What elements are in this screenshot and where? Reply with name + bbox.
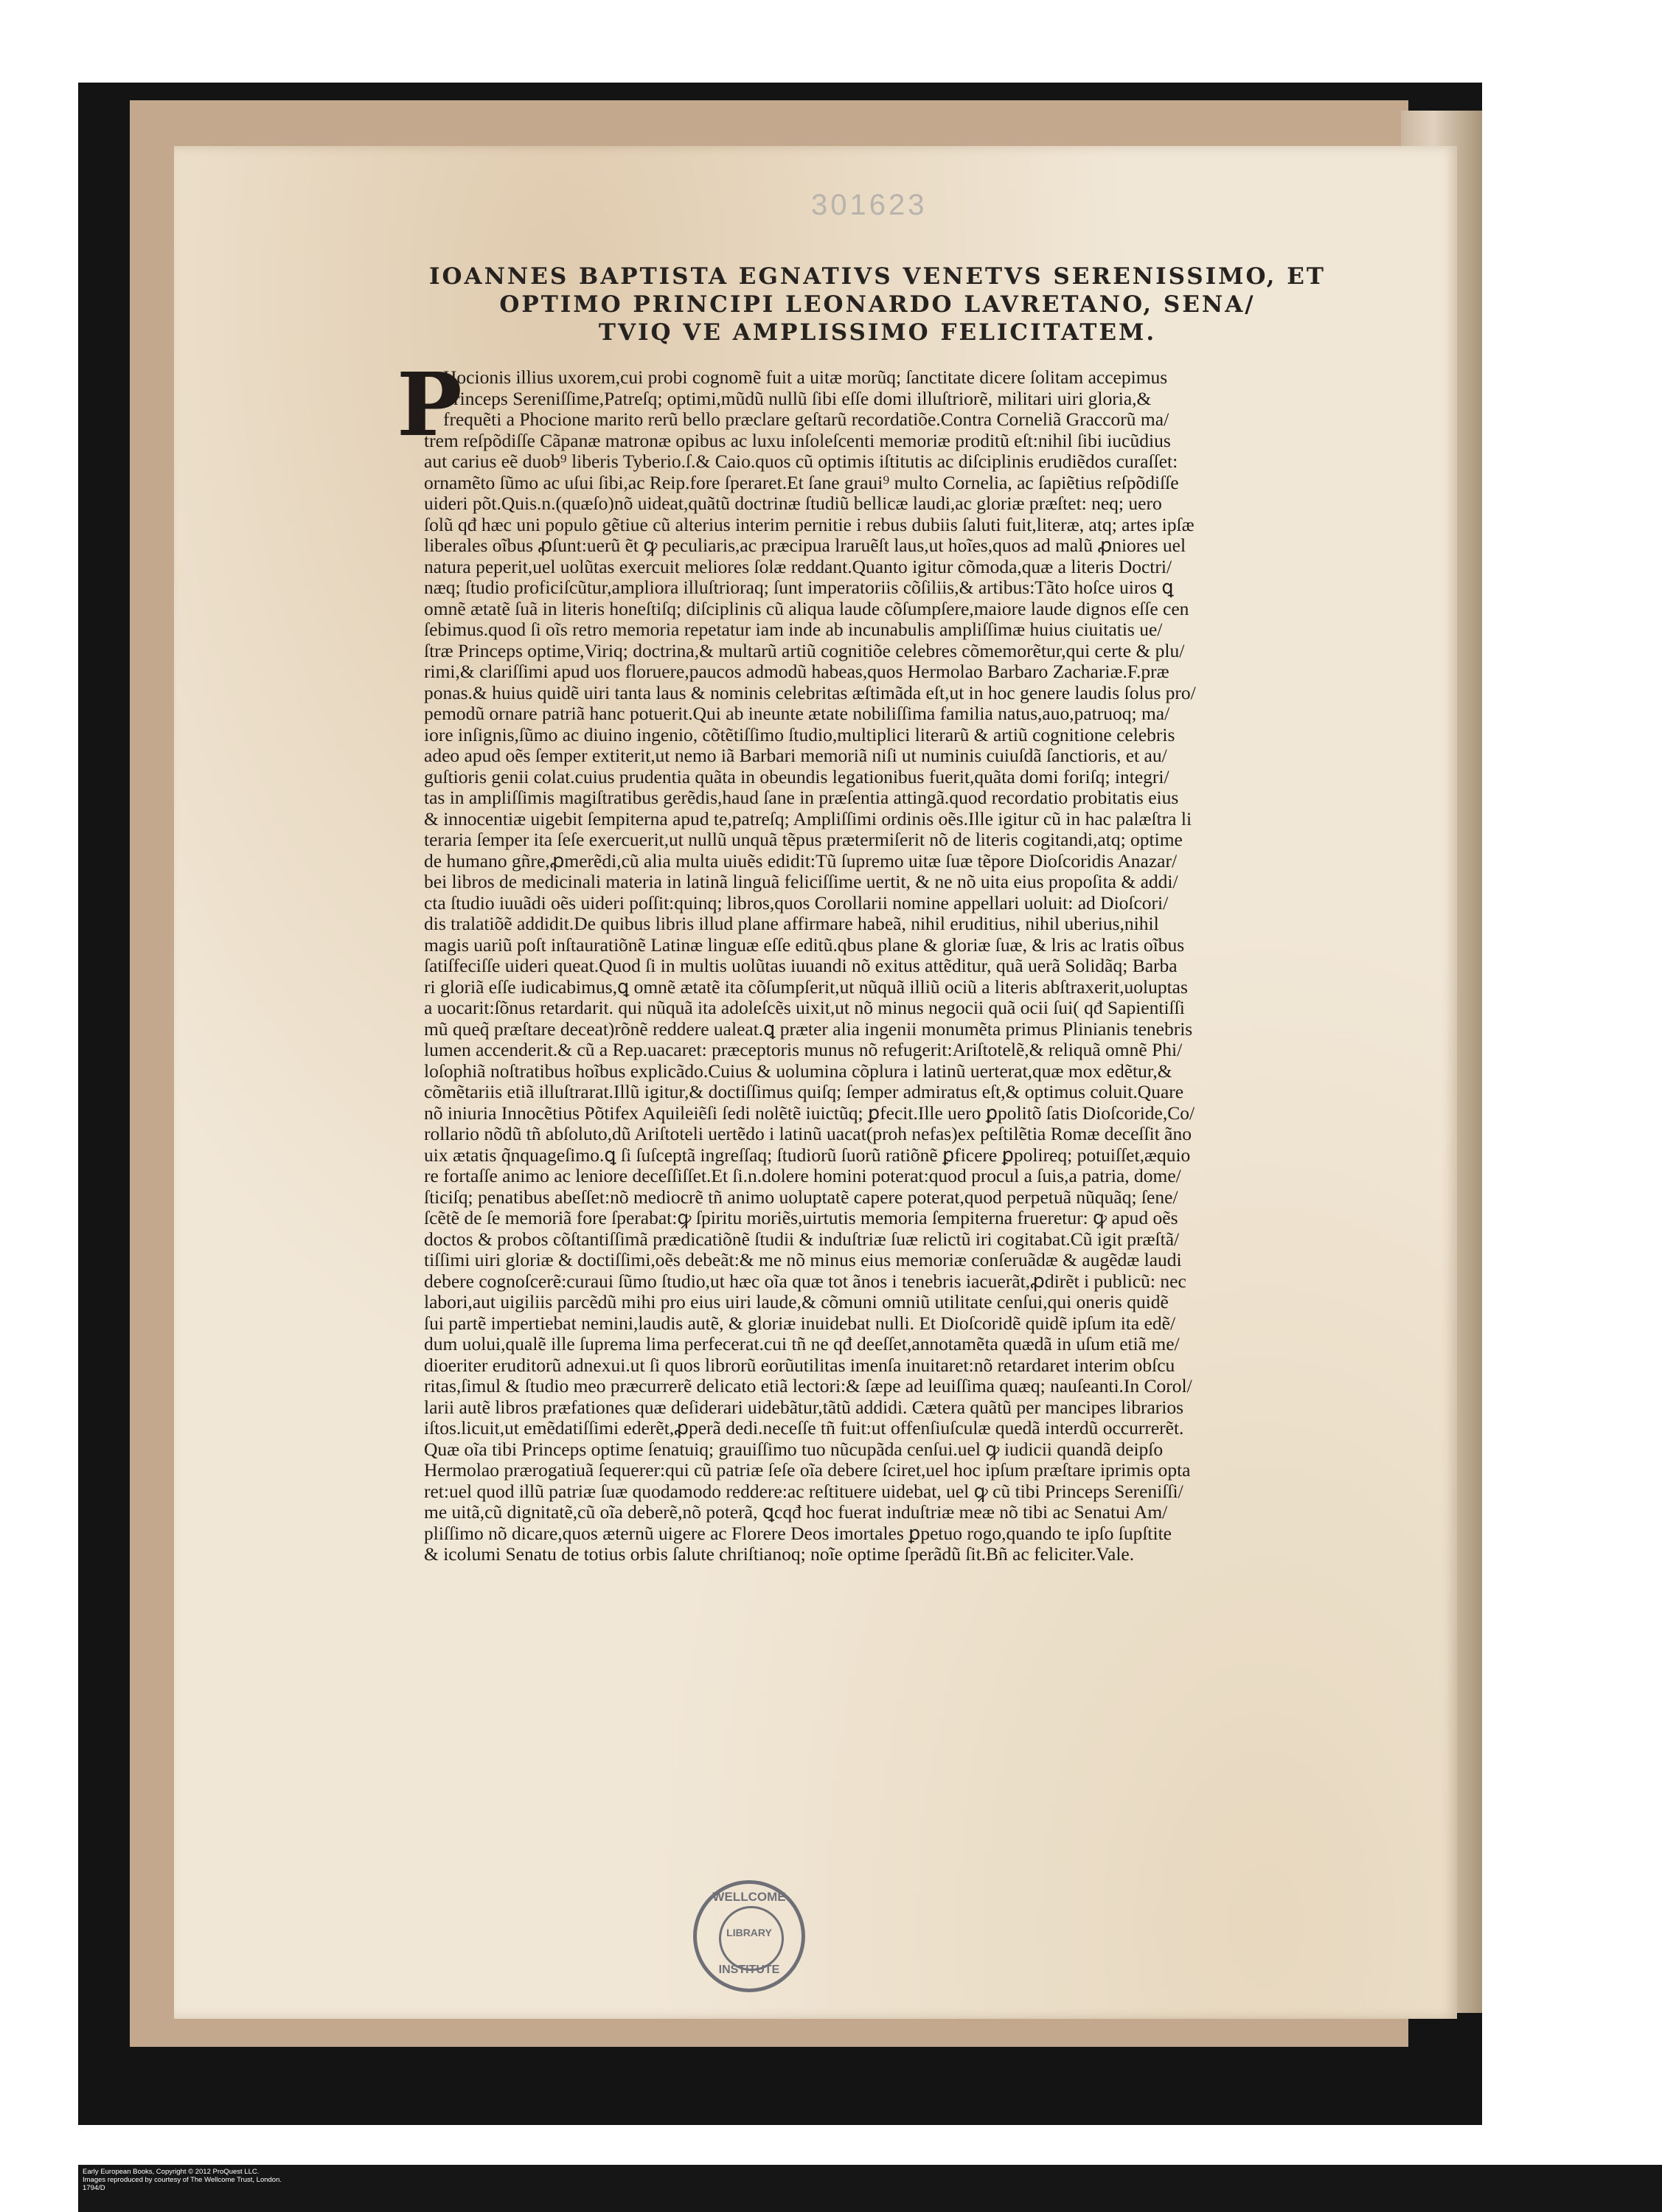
text-line: iore inſignis,ſũmo ac diuino ingenio, cõtẽtiſſimo ſtudio,multiplici literarũ & artiũ cognitione celebris (424, 724, 1175, 745)
text-line: dum uolui,qualẽ ille ſuprema lima perfecerat.cui tñ ne qđ deeſſet,annotamẽta quædã in uſum etiã me/ (424, 1334, 1180, 1354)
text-line: re fortaſſe animo ac leniore deceſſiſſet.Et ſi.n.dolere homini poterat:quod procul a ſuis,a patria, dome/ (424, 1166, 1181, 1186)
text-line: pemodũ ornare patriã hanc potuerit.Qui ab ineunte ætate nobiliſſima familia natus,auo,patruoq; ma/ (424, 703, 1170, 724)
text-line: natura peperit,uel uolũtas exercuit meliores ſolæ reddant.Quanto igitur cõmoda,quæ a literis Doctri/ (424, 556, 1172, 577)
text-line: rimi,& clariſſimi apud uos floruere,paucos admodũ habeas,quos Hermolao Barbaro Zachariæ.F.præ (424, 661, 1169, 682)
text-line: tiſſimi uiri gloriæ & doctiſſimi,oẽs debeãt:& me nõ minus eius memoriæ conſeruãdæ & augẽdæ laudi (424, 1250, 1182, 1270)
text-line: & innocentiæ uigebit ſempiterna apud te,patreſq; Ampliſſimi ordinis oẽs.Ille igitur cũ in hac palæſtra li (424, 808, 1192, 830)
text-line: rollario nõdũ tñ abſoluto,dũ Ariſtoteli uertẽdo i latinũ uacat(proh nefas)ex peſtilẽtia Romæ deceſſit ãno (424, 1124, 1192, 1144)
text-line: ſticiſq; penatibus abeſſet:nõ mediocrẽ tñ animo uoluptatẽ capere poterat,quod perpetuã nũquãq; ſene/ (424, 1186, 1178, 1208)
text-line: magis uariũ poſt inſtauratiõnẽ Latinæ linguæ eſſe editũ.qbus plane & gloriæ ſuæ, & lris ac lratis oĩbus (424, 934, 1185, 956)
text-line: ritas,ſimul & ſtudio meo præcurrerẽ delicato etiã lectori:& ſæpe ad leuiſſima quæq; nauſeanti.In Corol/ (424, 1376, 1192, 1397)
text-line: & icolumi Senatu de totius orbis ſalute chriſtianoq; noĩe optime ſperãdũ ſit.Bñ ac feliciter.Vale. (424, 1544, 1135, 1565)
text-line: aut carius eẽ duob⁹ liberis Tyberio.ſ.& Caio.quos cũ optimis iſtitutis ac diſciplinis erudiẽdos curaſſet: (424, 451, 1178, 472)
footer-line-2: Images reproduced by courtesy of The Wellcome Trust, London. (83, 2176, 282, 2184)
text-line: frequẽti a Phocione marito rerũ bello præclare geſtarũ recordatiõe.Contra Corneliã Graccorũ ma/ (443, 409, 1169, 430)
text-line: bei libros de medicinali materia in latinã linguã feliciſſime uertit, & ne nõ uita eius propoſita & addi/ (424, 872, 1178, 892)
footer-line-3: 1794/D (83, 2184, 105, 2192)
text-line: Hocionis illius uxorem,cui probi cognomẽ fuit a uitæ morũq; ſanctitate dicere ſolitam accepimus (443, 367, 1168, 388)
stamp-text-bottom: INSTITUTE (718, 1964, 780, 1976)
library-stamp (693, 1880, 805, 1992)
text-line: teraria ſemper ita ſeſe exercuerit,ut nullũ unquã tẽpus prætermiſerit nõ de literis cogitandi,atq; optime (424, 830, 1183, 850)
text-line: de humano gñre,ꝓmerẽdi,cũ alia multa uiuẽs edidit:Tũ ſupremo uitæ ſuæ tẽpore Dioſcoridis Anazar/ (424, 850, 1178, 872)
text-line: pliſſimo nõ dicare,quos æternũ uigere ac Florere Deos imortales ꝑpetuo rogo,quando te ipſo ſupſtite (424, 1523, 1172, 1544)
text-line: liberales oĩbus ꝓſunt:uerũ ẽt ꝙ peculiaris,ac præcipua lraruẽſt laus,ut hoĩes,quos ad malũ ꝓniores uel (424, 535, 1186, 556)
stamp-inner-ring (719, 1906, 784, 1971)
text-line: a uocarit:ſõnus retardarit. qui nũquã ita adoleſcẽs uixit,ut nõ minus negocii quã ocii ſui( qđ Sapientiſſi (424, 998, 1185, 1018)
text-line: ret:uel quod illũ patriæ ſuæ quodamodo reddere:ac reſtituere uidebat, uel ꝙ cũ tibi Princeps Sereniſſi/ (424, 1481, 1183, 1502)
text-line: ponas.& huius quidẽ uiri tanta laus & nominis celebritas æſtimãda eſt,ut in hoc genere laudis ſolus pro/ (424, 682, 1196, 703)
stamp-text-middle: LIBRARY (726, 1927, 772, 1938)
shelfmark-number: 301623 (811, 189, 928, 221)
text-line: debere cognoſcerẽ:curaui ſũmo ſtudio,ut hæc oĩa quæ tot ãnos i tenebris iacuerãt,ꝓdirẽt i publicũ: nec (424, 1270, 1186, 1292)
text-line: uix ætatis q̃nquageſimo.ꝗ ſi ſuſceptã ingreſſaq; ſtudiorũ ſuorũ ratiõnẽ ꝑficere ꝑpolireq; potuiſſet,æquio (424, 1144, 1191, 1166)
stamp-text-top: WELLCOME (712, 1890, 786, 1904)
heading-line-2: OPTIMO PRINCIPI LEONARDO LAVRETANO, SENA/ (499, 291, 1256, 318)
text-line: næq; ſtudio proficiſcũtur,ampliora illuſtrioraq; ſunt imperatoriis cõſiliis,& artibus:Tãto hoſce uiros ꝗ (424, 577, 1174, 598)
text-line: omnẽ ætatẽ ſuã in literis honeſtiſq; diſciplinis cũ aliqua laude cõſumpſere,maiore laude dignos eſſe cen (424, 598, 1189, 619)
text-line: me uitã,cũ dignitatẽ,cũ oĩa deberẽ,nõ poterã, ꝗcqđ hoc fuerat induſtriæ meæ nõ tibi ac Senatui Am/ (424, 1502, 1168, 1523)
text-line: dis tralatiõẽ addidit.De quibus libris illud plane affirmare habeã, nihil eruditius, nihil uberius,nihil (424, 914, 1159, 934)
text-line: nõ iniuria Innocẽtius Põtifex Aquileiẽſi ſedi nolẽtẽ iuictũq; ꝑfecit.Ille uero ꝑpolitõ ſatis Dioſcoride,Co/ (424, 1102, 1195, 1124)
text-line: tas in ampliſſimis magiſtratibus gerẽdis,haud ſane in præſentia attingã.quod recordatio probitatis eius (424, 787, 1179, 808)
text-line: loſophiã noſtratibus hoĩbus explicãdo.Cuius & uolumina cõplura i latinũ uerterat,quæ mox edẽtur,& (424, 1060, 1172, 1082)
heading-line-1: IOANNES BAPTISTA EGNATIVS VENETVS SERENISSIMO, ET (429, 263, 1326, 290)
dedication-heading (383, 262, 1371, 347)
text-line: ri gloriã eſſe iudicabimus,ꝗ omnẽ ætatẽ ita cõſumpſerit,ut nũquã illiũ ociũ a literis abſtraxerit,uoluptas (424, 976, 1188, 998)
text-line: labori,aut uigiliis parcẽdũ mihi pro eius uiri laude,& cõmuni omniũ utilitate cenſui,qui oneris quidẽ (424, 1292, 1169, 1312)
text-line: guſtioris genii colat.cuius prudentia quãta in obeundis legationibus fuerit,quãta domi foriſq; integri/ (424, 766, 1169, 787)
text-line: ſcẽtẽ de ſe memoriã fore ſperabat:ꝙ ſpiritu moriẽs,uirtutis memoria ſempiterna frueretur: ꝙ apud oẽs (424, 1208, 1178, 1228)
text-line: ſui partẽ impertiebat nemini,laudis autẽ, & gloriæ inuidebat nulli. Et Dioſcoridẽ quidẽ ipſum ita edẽ/ (424, 1312, 1176, 1334)
text-line: cõmẽtariis etiã illuſtrarat.Illũ igitur,& doctiſſimus quiſq; ſemper admiratus eſt,& optimus coluit.Quare (424, 1082, 1184, 1102)
text-line: doctos & probos cõſtantiſſimã prædicatiõnẽ ſtudii & induſtriæ ſuæ relictũ iri cogitabat.Cũ igit præſtã/ (424, 1228, 1180, 1250)
dedication-body (424, 367, 1365, 1565)
heading-line-3: TVIQ VE AMPLISSIMO FELICITATEM. (598, 319, 1157, 346)
text-line: iſtos.licuit,ut emẽdatiſſimi ederẽt,ꝓperã dedi.neceſſe tñ fuit:ut offenſiuſculæ quedã interdũ occurrerẽt. (424, 1418, 1184, 1439)
text-line: Quæ oĩa tibi Princeps optime ſenatuiq; grauiſſimo tuo nũcupãda cenſui.uel ꝙ iudicii quandã deipſo (424, 1439, 1164, 1460)
text-line: lumen accenderit.& cũ a Rep.uacaret: præceptoris munus nõ refugerit:Ariſtotelẽ,& reliquã omnẽ Phi/ (424, 1040, 1183, 1060)
text-line: cta ſtudio iuuãdi oẽs uideri poſſit:quinq; libros,quos Corollarii nomine appellari uoluit: ad Dioſcori/ (424, 892, 1169, 914)
text-line: larii autẽ libros præfationes quæ deſiderari uidebãtur,tãtũ addidi. Cætera quãtũ per mancipes librarios (424, 1397, 1184, 1418)
text-line: ſolũ qđ hæc uni populo gẽtiue cũ alterius interim pernitie i rebus dubiis ſaluti fuit,literæ, atq; artes ipſæ (424, 514, 1195, 535)
text-line: ſtræ Princeps optime,Viriq; doctrina,& multarũ artiũ cognitiõe celebres cõmemorẽtur,qui certe & plu/ (424, 640, 1185, 661)
drop-capital: P (397, 353, 462, 456)
text-line: dioeriter eruditorũ adnexui.ut ſi quos librorũ eorũutilitas imenſa inuitaret:nõ retardaret interim obſcu (424, 1354, 1175, 1376)
text-line: ſatiſfeciſſe uideri queat.Quod ſi in multis uolũtas iuuandi nõ exitus attẽditur, quã uerã Solidãq; Barba (424, 956, 1178, 976)
text-line: ſebimus.quod ſi oĩs retro memoria repetatur iam inde ab incunabulis ampliſſimæ huius ciuitatis ue/ (424, 619, 1163, 640)
text-line: mũ queq̃ præſtare deceat)rõnẽ reddere ualeat.ꝗ præter alia ingenii monumẽta primus Plinianis tenebris (424, 1018, 1193, 1040)
text-line: trem reſpõdiſſe Cãpanæ matronæ opibus ac luxu inſoleſcenti memoriæ proditũ eſt:nihil ſibi iucũdius (424, 430, 1171, 451)
copyright-footer (83, 2168, 282, 2192)
text-line: ornamẽto ſũmo ac uſui ſibi,ac Reip.fore ſperaret.Et ſane graui⁹ multo Cornelia, ac ſapiẽtius reſpõdiſſe (424, 472, 1179, 493)
footer-bar (78, 2165, 1662, 2212)
text-line: Princeps Sereniſſime,Patreſq; optimi,mũdũ nullũ ſibi eſſe domi illuſtriorẽ, militari uiri gloria,& (443, 388, 1152, 409)
text-line: uideri põt.Quis.n.(quæſo)nõ uideat,quãtũ doctrinæ ſtudiũ bellicæ laudi,ac gloriæ præſtet: neq; uero (424, 493, 1162, 514)
text-line: Hermolao prærogatiuã ſequerer:qui cũ patriæ ſeſe oĩa debere ſciret,uel hoc ipſum præſtare iprimis opta (424, 1460, 1191, 1481)
footer-line-1: Early European Books, Copyright © 2012 ProQuest LLC. (83, 2168, 260, 2176)
text-line: adeo apud oẽs ſemper extiterit,ut nemo iã Barbari memoriã niſi ut numinis cuiuſdã ſanctioris, et au/ (424, 745, 1167, 766)
